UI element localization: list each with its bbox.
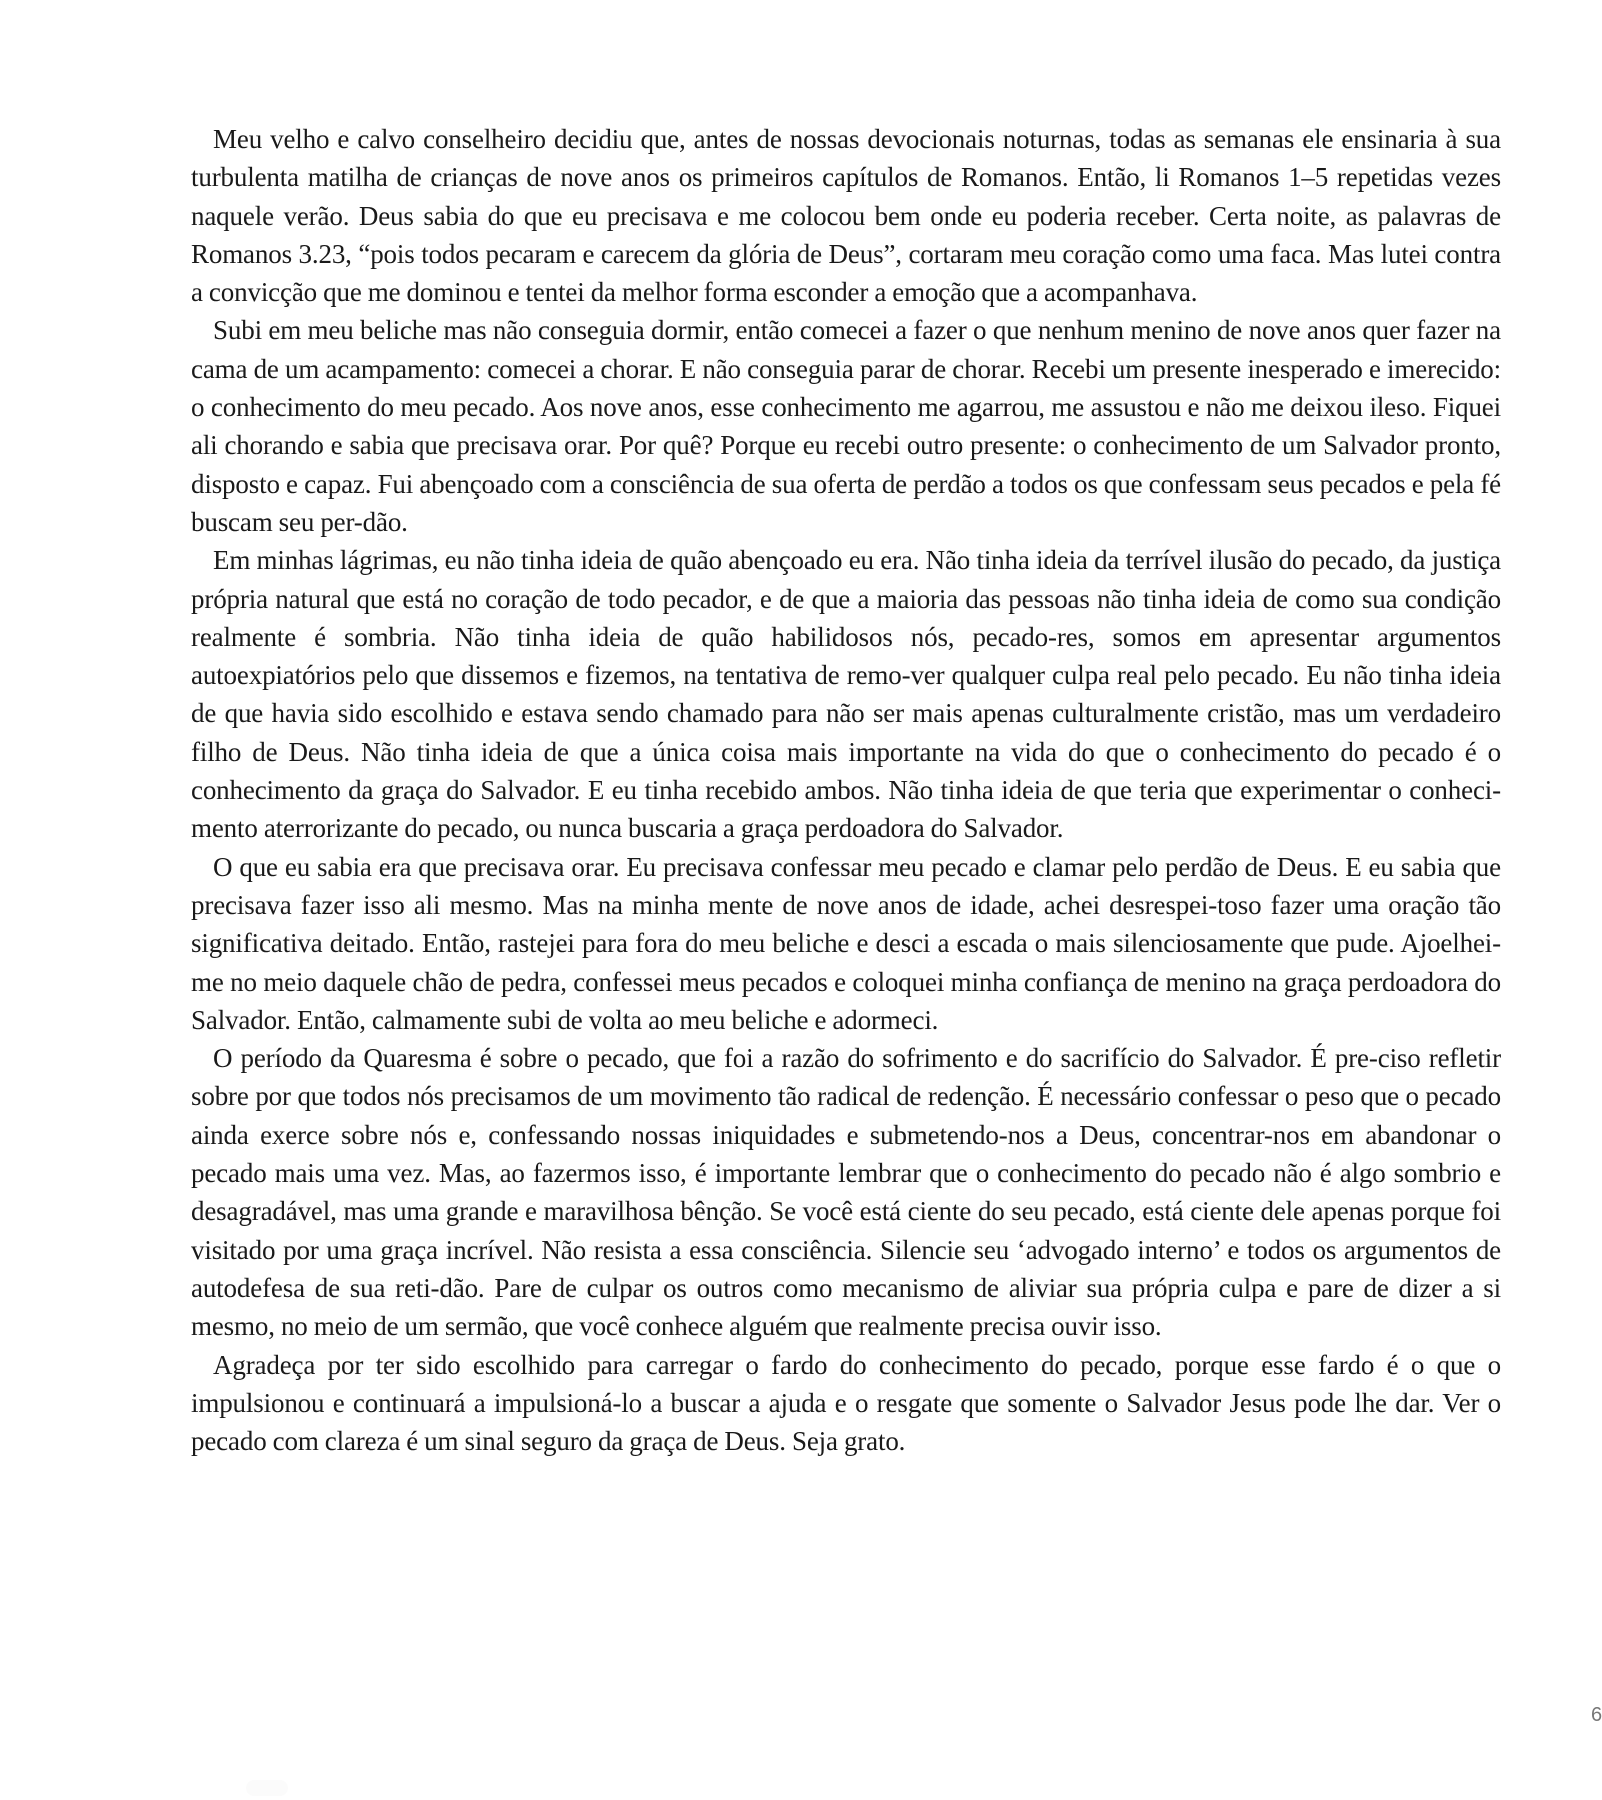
paragraph: Subi em meu beliche mas não conseguia dormir, então comecei a fazer o que nenhum menino de nove anos quer fazer na cama de um acampamento: comecei a chorar. E não conseguia parar de chorar. Recebi um presente inesperado e imerecido: o conhecimento do meu pecado. Aos nove anos, esse conhecimento me agarrou, me assustou e não me deixou ileso. Fiquei ali chorando e sabia que precisava orar. Por quê? Porque eu recebi outro presente: o conhecimento de um Salvador pronto, disposto e capaz. Fui abençoado com a consciência de sua oferta de perdão a todos os que confessam seus pecados e pela fé buscam seu per-dão. xyxy=(191,315,1501,537)
body-text xyxy=(191,120,1501,1460)
paragraph: Agradeça por ter sido escolhido para carregar o fardo do conhecimento do pecado, porque esse fardo é o que o impulsionou e continuará a impulsioná-lo a buscar a ajuda e o resgate que somente o Salvador Jesus pode lhe dar. Ver o pecado com clareza é um sinal seguro da graça de Deus. Seja grato. xyxy=(191,1349,1501,1457)
paragraph: Em minhas lágrimas, eu não tinha ideia de quão abençoado eu era. Não tinha ideia da terrível ilusão do pecado, da justiça própria natural que está no coração de todo pecador, e de que a maioria das pessoas não tinha ideia de como sua condição realmente é sombria. Não tinha ideia de quão habilidosos nós, pecado-res, somos em apresentar argumentos autoexpiatórios pelo que dissemos e fizemos, na tentativa de remo-ver qualquer culpa real pelo pecado. Eu não tinha ideia de que havia sido escolhido e estava sendo chamado para não ser mais apenas culturalmente cristão, mas um verdadeiro filho de Deus. Não tinha ideia de que a única coisa mais importante na vida do que o conhecimento do pecado é o conhecimento da graça do Salvador. E eu tinha recebido ambos. Não tinha ideia de que teria que experimentar o conheci-mento aterrorizante do pecado, ou nunca buscaria a graça perdoadora do Salvador. xyxy=(191,545,1501,844)
paragraph: O que eu sabia era que precisava orar. Eu precisava confessar meu pecado e clamar pelo perdão de Deus. E eu sabia que precisava fazer isso ali mesmo. Mas na minha mente de nove anos de idade, achei desrespei-toso fazer uma oração tão significativa deitado. Então, rastejei para fora do meu beliche e desci a escada o mais silenciosamente que pude. Ajoelhei-me no meio daquele chão de pedra, confessei meus pecados e coloquei minha confiança de menino na graça perdoadora do Salvador. Então, calmamente subi de volta ao meu beliche e adormeci. xyxy=(191,851,1501,1035)
paragraph: O período da Quaresma é sobre o pecado, que foi a razão do sofrimento e do sacrifício do Salvador. É pre-ciso refletir sobre por que todos nós precisamos de um movimento tão radical de redenção. É necessário confessar o peso que o pecado ainda exerce sobre nós e, confessando nossas iniquidades e submetendo-nos a Deus, concentrar-nos em abandonar o pecado mais uma vez. Mas, ao fazermos isso, é importante lembrar que o conhecimento do pecado não é algo sombrio e desagradável, mas uma grande e maravilhosa bênção. Se você está ciente do seu pecado, está ciente dele apenas porque foi visitado por uma graça incrível. Não resista a essa consciência. Silencie seu ‘advogado interno’ e todos os argumentos de autodefesa de sua reti-dão. Pare de culpar os outros como mecanismo de aliviar sua própria culpa e pare de dizer a si mesmo, no meio de um sermão, que você conhece alguém que realmente precisa ouvir isso. xyxy=(191,1043,1501,1342)
paragraph: Meu velho e calvo conselheiro decidiu que, antes de nossas devocionais noturnas, todas as semanas ele ensinaria à sua turbulenta matilha de crianças de nove anos os primeiros capítulos de Romanos. Então, li Romanos 1–5 repetidas vezes naquele verão. Deus sabia do que eu precisava e me colocou bem onde eu poderia receber. Certa noite, as palavras de Romanos 3.23, “pois todos pecaram e carecem da glória de Deus”, cortaram meu coração como uma faca. Mas lutei contra a convicção que me dominou e tentei da melhor forma esconder a emoção que a acompanhava. xyxy=(191,124,1501,308)
faint-mark xyxy=(246,1780,288,1796)
page-number: 6 xyxy=(1591,1704,1602,1726)
